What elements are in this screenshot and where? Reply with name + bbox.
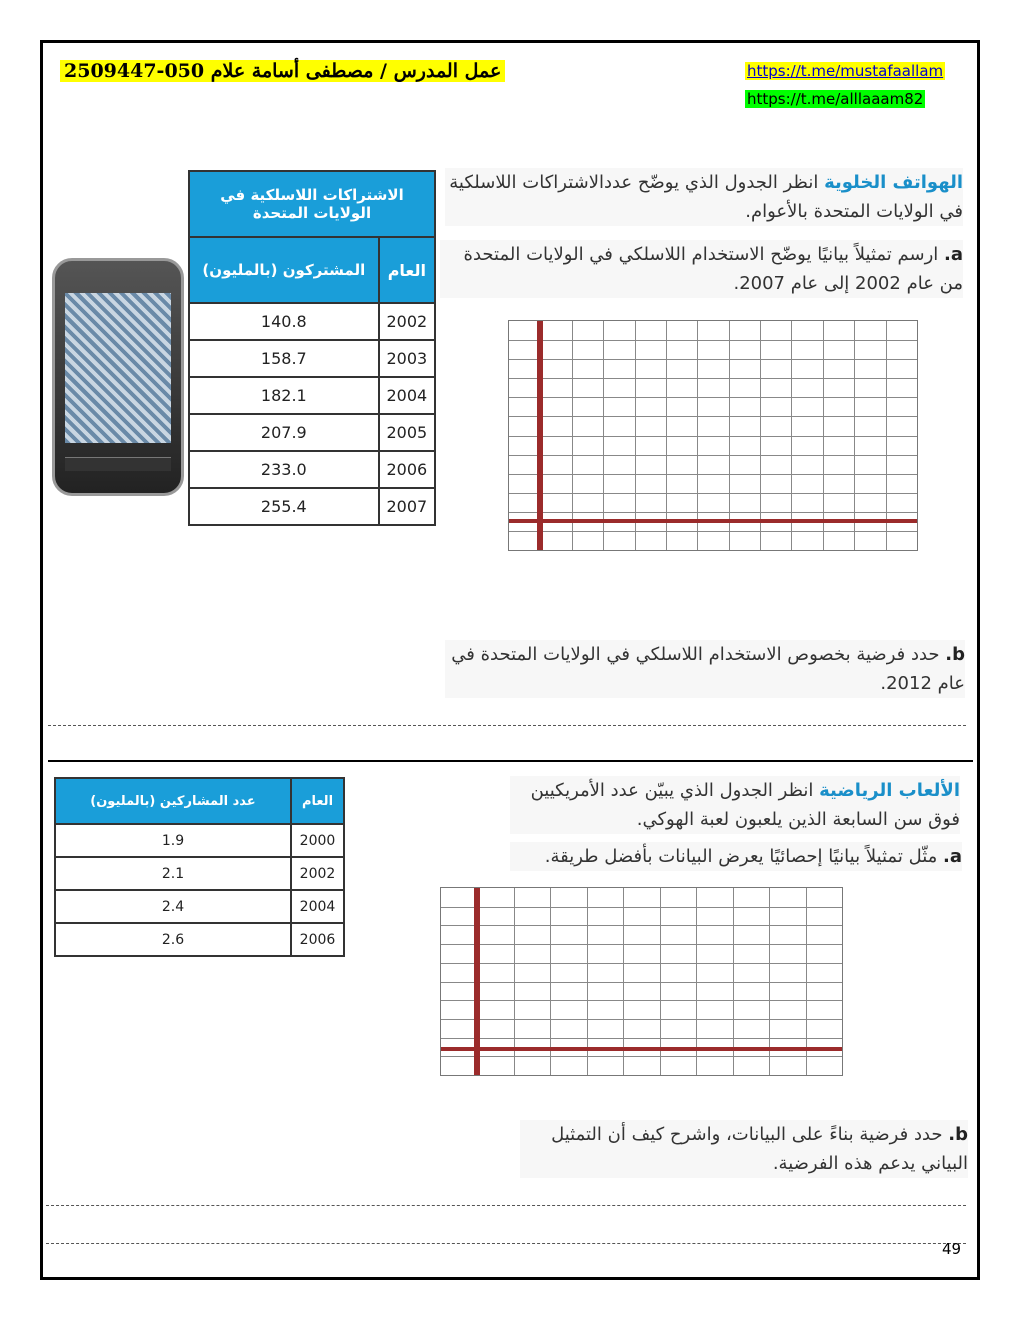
grid-line bbox=[441, 1038, 842, 1039]
page-number: 49 bbox=[942, 1240, 962, 1258]
grid-line bbox=[441, 925, 842, 926]
value-cell: 158.7 bbox=[189, 340, 379, 377]
year-cell: 2004 bbox=[379, 377, 435, 414]
answer-line[interactable] bbox=[46, 1243, 966, 1244]
header-title: عمل المدرس / مصطفى أسامة علام 050-2509447 bbox=[60, 60, 505, 82]
value-cell: 140.8 bbox=[189, 303, 379, 340]
q1-part-b bbox=[445, 640, 965, 698]
part-b-label: b. bbox=[948, 1124, 968, 1145]
q1-intro bbox=[445, 168, 963, 226]
q2-intro-text: انظر الجدول الذي يبيّن عدد الأمريكيين فوق سن السابعة الذين يلعبون لعبة الهوكي. bbox=[530, 780, 960, 830]
col-subscribers: المشتركون (بالمليون) bbox=[189, 237, 379, 303]
answer-line[interactable] bbox=[46, 1205, 966, 1206]
answer-line[interactable] bbox=[48, 725, 966, 726]
value-cell: 233.0 bbox=[189, 451, 379, 488]
table-row bbox=[55, 923, 344, 956]
table-row bbox=[189, 488, 435, 525]
table-row bbox=[189, 377, 435, 414]
year-cell: 2005 bbox=[379, 414, 435, 451]
table-row bbox=[55, 890, 344, 923]
q1-part-a bbox=[440, 240, 963, 298]
value-cell: 207.9 bbox=[189, 414, 379, 451]
q2-part-b bbox=[520, 1120, 968, 1178]
grid-line bbox=[441, 907, 842, 908]
grid-line bbox=[509, 378, 917, 379]
table-row bbox=[189, 414, 435, 451]
telegram-link-1[interactable]: https://t.me/mustafaallam bbox=[747, 62, 944, 80]
graph-grid-2[interactable] bbox=[440, 887, 843, 1076]
phone-keys bbox=[65, 457, 171, 471]
grid-line bbox=[509, 455, 917, 456]
table-title: الاشتراكات اللاسلكية في الولايات المتحدة bbox=[189, 171, 435, 237]
year-cell: 2007 bbox=[379, 488, 435, 525]
part-b-label: b. bbox=[945, 644, 965, 665]
q1-keyword: الهواتف الخلوية bbox=[824, 172, 963, 193]
section-divider bbox=[48, 760, 973, 762]
year-cell: 2000 bbox=[291, 824, 344, 857]
wireless-table bbox=[188, 170, 436, 526]
grid-line bbox=[509, 340, 917, 341]
telegram-link-2[interactable]: https://t.me/alllaaam82 bbox=[747, 90, 924, 108]
table-row bbox=[55, 824, 344, 857]
value-cell: 1.9 bbox=[55, 824, 291, 857]
year-cell: 2006 bbox=[291, 923, 344, 956]
year-cell: 2002 bbox=[379, 303, 435, 340]
value-cell: 2.4 bbox=[55, 890, 291, 923]
hockey-table bbox=[54, 777, 345, 957]
grid-line bbox=[441, 1000, 842, 1001]
q1-intro-text: انظر الجدول الذي يوضّح عددالاشتراكات اللاسلكية في الولايات المتحدة بالأعوام. bbox=[449, 172, 963, 222]
year-cell: 2004 bbox=[291, 890, 344, 923]
table-row bbox=[189, 303, 435, 340]
grid-line bbox=[441, 1056, 842, 1057]
grid-line bbox=[441, 963, 842, 964]
grid-line bbox=[509, 436, 917, 437]
value-cell: 182.1 bbox=[189, 377, 379, 414]
year-cell: 2006 bbox=[379, 451, 435, 488]
value-cell: 255.4 bbox=[189, 488, 379, 525]
col-year: العام bbox=[379, 237, 435, 303]
q2-part-a bbox=[510, 842, 962, 871]
grid-line bbox=[509, 359, 917, 360]
year-cell: 2003 bbox=[379, 340, 435, 377]
q2-intro bbox=[510, 776, 960, 834]
col-participants: عدد المشاركين (بالمليون) bbox=[55, 778, 291, 824]
year-cell: 2002 bbox=[291, 857, 344, 890]
grid-line bbox=[441, 982, 842, 983]
x-axis-line bbox=[441, 1047, 842, 1051]
grid-line bbox=[509, 474, 917, 475]
map-screen bbox=[65, 293, 171, 443]
grid-line bbox=[509, 512, 917, 513]
q2-keyword: الألعاب الرياضية bbox=[819, 780, 960, 801]
value-cell: 2.1 bbox=[55, 857, 291, 890]
part-a-label: a. bbox=[943, 846, 962, 867]
table-row bbox=[189, 340, 435, 377]
grid-line bbox=[509, 531, 917, 532]
grid-line bbox=[441, 944, 842, 945]
part-a-text: ارسم تمثيلاً بيانيًا يوضّح الاستخدام اللاسلكي في الولايات المتحدة من عام 2002 إلى عام 2007. bbox=[463, 244, 963, 294]
col-year: العام bbox=[291, 778, 344, 824]
graph-grid-1[interactable] bbox=[508, 320, 918, 551]
x-axis-line bbox=[509, 519, 917, 523]
table-row bbox=[55, 857, 344, 890]
value-cell: 2.6 bbox=[55, 923, 291, 956]
part-b-text: حدد فرضية بناءً على البيانات، واشرح كيف أن التمثيل البياني يدعم هذه الفرضية. bbox=[551, 1124, 968, 1174]
part-a-label: a. bbox=[944, 244, 963, 265]
grid-line bbox=[441, 1019, 842, 1020]
y-axis-line bbox=[537, 321, 543, 550]
grid-line bbox=[509, 397, 917, 398]
table-row bbox=[189, 451, 435, 488]
part-a-text: مثّل تمثيلاً بيانيًا إحصائيًا يعرض البيانات بأفضل طريقة. bbox=[544, 846, 943, 867]
grid-line bbox=[509, 493, 917, 494]
grid-line bbox=[509, 416, 917, 417]
phone-image bbox=[52, 258, 184, 496]
part-b-text: حدد فرضية بخصوص الاستخدام اللاسلكي في الولايات المتحدة في عام 2012. bbox=[451, 644, 965, 694]
